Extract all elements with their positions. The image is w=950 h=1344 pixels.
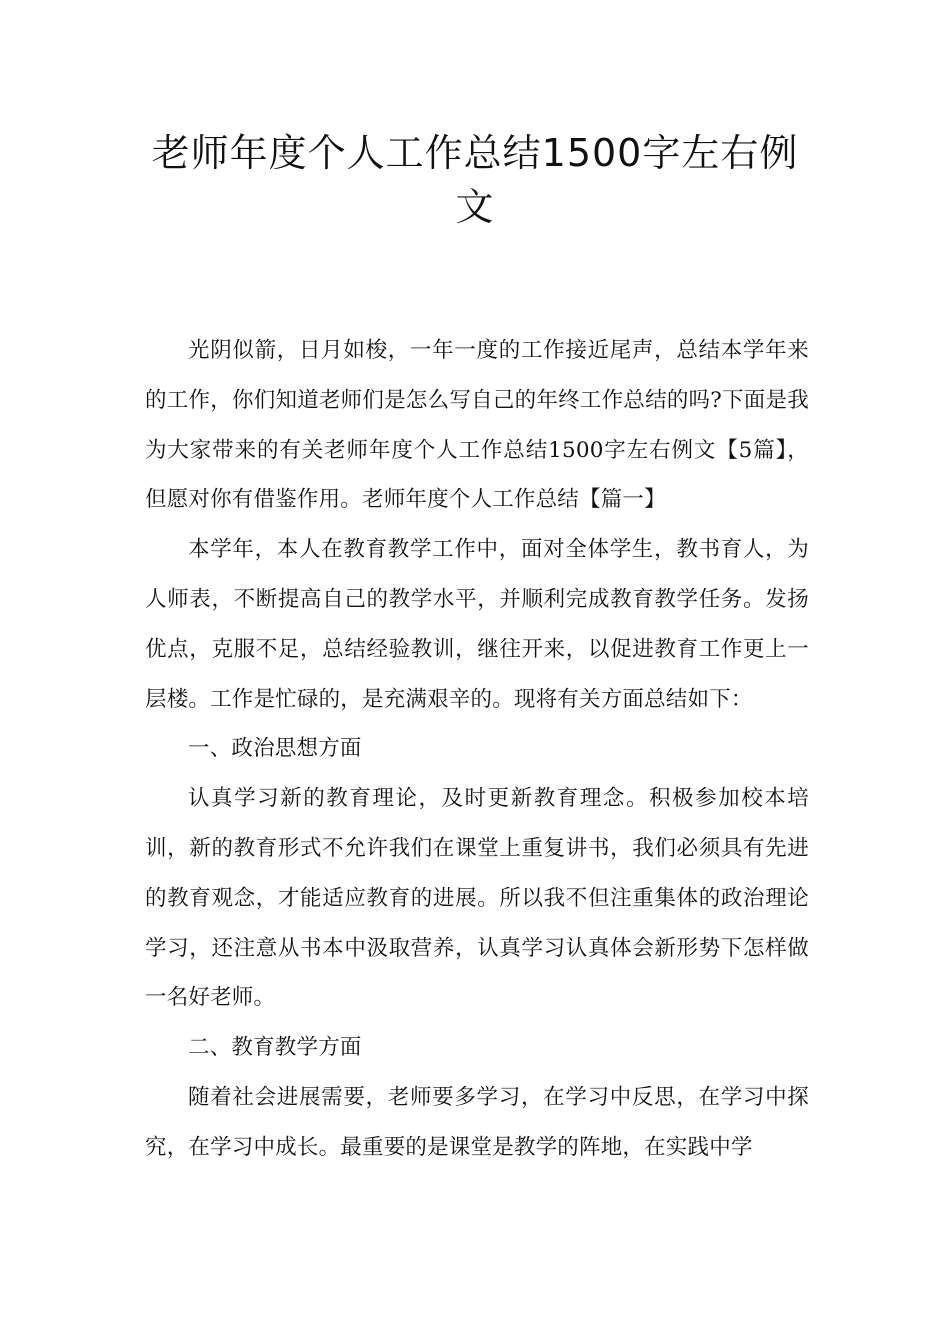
document-body — [145, 326, 809, 1173]
paragraph-politics: 认真学习新的教育理论，及时更新教育理念。积极参加校本培训，新的教育形式不允许我们在课堂上重复讲书，我们必须具有先进的教育观念，才能适应教育的进展。所以我不但注重集体的政治理论学习，还注意从书本中汲取营养，认真学习认真体会新形势下怎样做一名好老师。 — [145, 786, 809, 1011]
paragraph-overview: 本学年，本人在教育教学工作中，面对全体学生，教书育人，为人师表，不断提高自己的教学水平，并顺利完成教育教学任务。发扬优点，克服不足，总结经验教训，继往开来，以促进教育工作更上一层楼。工作是忙碌的，是充满艰辛的。现将有关方面总结如下： — [145, 537, 809, 712]
paragraph-intro: 光阴似箭，日月如梭，一年一度的工作接近尾声，总结本学年来的工作，你们知道老师们是怎么写自己的年终工作总结的吗?下面是我为大家带来的有关老师年度个人工作总结1500字左右例文【5篇】，但愿对你有借鉴作用。老师年度个人工作总结【篇一】 — [145, 338, 809, 513]
section-heading-teaching: 二、教育教学方面 — [188, 1035, 362, 1061]
paragraph-teaching: 随着社会进展需要，老师要多学习，在学习中反思，在学习中探究，在学习中成长。最重要的是课堂是教学的阵地，在实践中学 — [145, 1084, 809, 1160]
document-title: 老师年度个人工作总结1500字左右例文 — [151, 131, 799, 229]
section-heading-politics: 一、政治思想方面 — [188, 736, 362, 762]
